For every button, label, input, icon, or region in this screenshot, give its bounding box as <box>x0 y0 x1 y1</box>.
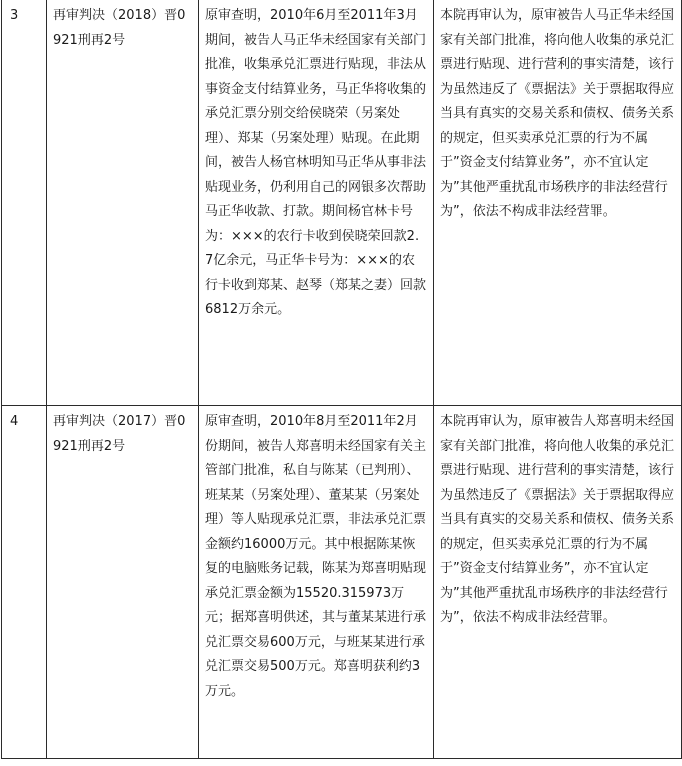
row-number: 4 <box>2 406 47 759</box>
case-number: 再审判决（2018）晋0921刑再2号 <box>47 0 199 406</box>
table-row <box>2 0 682 406</box>
retrial-opinion: 本院再审认为，原审被告人马正华未经国家有关部门批准，将向他人收集的承兑汇票进行贴现、进行营利的事实清楚，该行为虽然违反了《票据法》关于票据取得应当具有真实的交易关系和债权、债务关系的规定，但买卖承兑汇票的行为不属于”资金支付结算业务”，亦不宜认定为”其他严重扰乱市场秩序的非法经营行为”，依法不构成非法经营罪。 <box>434 0 682 406</box>
row-number: 3 <box>2 0 47 406</box>
case-table <box>1 0 682 759</box>
original-trial-facts: 原审查明，2010年8月至2011年2月份期间，被告人郑喜明未经国家有关主管部门批准，私自与陈某（已判刑）、班某某（另案处理）、董某某（另案处理）等人贴现承兑汇票，非法承兑汇票金额约16000万元。其中根据陈某恢复的电脑账务记载，陈某为郑喜明贴现承兑汇票金额为15520.315973万元；据郑喜明供述，其与董某某进行承兑汇票交易600万元，与班某某进行承兑汇票交易500万元。郑喜明获利约3万元。 <box>199 406 434 759</box>
case-number: 再审判决（2017）晋0921刑再2号 <box>47 406 199 759</box>
retrial-opinion: 本院再审认为，原审被告人郑喜明未经国家有关部门批准，将向他人收集的承兑汇票进行贴现、进行营利的事实清楚，该行为虽然违反了《票据法》关于票据取得应当具有真实的交易关系和债权、债务关系的规定，但买卖承兑汇票的行为不属于”资金支付结算业务”，亦不宜认定为”其他严重扰乱市场秩序的非法经营行为”，依法不构成非法经营罪。 <box>434 406 682 759</box>
table-row <box>2 406 682 759</box>
original-trial-facts: 原审查明，2010年6月至2011年3月期间，被告人马正华未经国家有关部门批准，收集承兑汇票进行贴现，非法从事资金支付结算业务，马正华将收集的承兑汇票分别交给侯晓荣（另案处理）、郑某（另案处理）贴现。在此期间，被告人杨官林明知马正华从事非法贴现业务，仍利用自己的网银多次帮助马正华收款、打款。期间杨官林卡号为：×××的农行卡收到侯晓荣回款2.7亿余元，马正华卡号为：×××的农行卡收到郑某、赵琴（郑某之妻）回款6812万余元。 <box>199 0 434 406</box>
